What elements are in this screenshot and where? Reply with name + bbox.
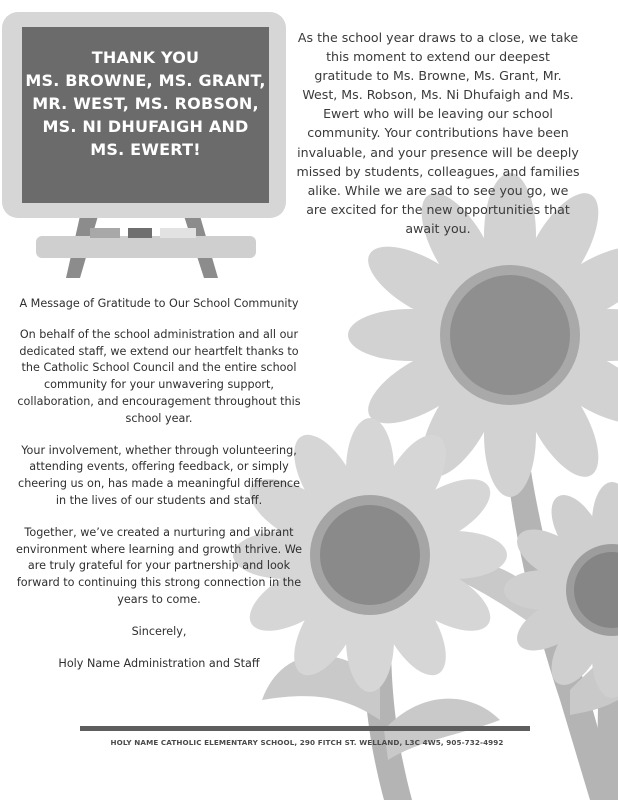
letter-heading: A Message of Gratitude to Our School Community bbox=[19, 297, 299, 310]
thank-you-line: THANK YOU bbox=[91, 48, 200, 67]
school-address: HOLY NAME CATHOLIC ELEMENTARY SCHOOL, 290 FITCH ST. WELLAND, L3C 4W5, 905-732-4992 bbox=[110, 738, 504, 747]
letter-paragraph: Together, we’ve created a nurturing and vibrant environment where learning and growth thrive. We are truly grateful for your partnership and look forward to continuing this strong connection in the years to come. bbox=[15, 525, 303, 606]
footer-divider bbox=[80, 726, 530, 731]
thank-you-heading bbox=[22, 46, 269, 161]
thank-you-line: MS. NI DHUFAIGH AND bbox=[42, 117, 249, 136]
letter-signature: Holy Name Administration and Staff bbox=[58, 656, 260, 670]
letter-paragraph: On behalf of the school administration and all our dedicated staff, we extend our heartfelt thanks to the Catholic School Council and the entire school community for your unwavering support, collaboration, and encouragement throughout this school year. bbox=[17, 327, 301, 425]
thank-you-line: MS. BROWNE, MS. GRANT, bbox=[25, 71, 266, 90]
letter-paragraph: Your involvement, whether through volunteering, attending events, offering feedback, or simply cheering us on, has made a meaningful difference in the lives of our students and staff. bbox=[18, 443, 300, 507]
thank-you-line: MS. EWERT! bbox=[90, 140, 201, 159]
letter-closing: Sincerely, bbox=[131, 624, 187, 638]
thank-you-line: MR. WEST, MS. ROBSON, bbox=[32, 94, 259, 113]
gratitude-letter bbox=[14, 296, 304, 687]
easel-icon bbox=[36, 216, 256, 278]
farewell-paragraph: As the school year draws to a close, we take this moment to extend our deepest gratitude to Ms. Browne, Ms. Grant, Mr. West, Ms. Robson, Ms. Ni Dhufaigh and Ms. Ewert who will be leaving our school community. Your contributions have been invaluable, and your presence will be deeply missed by students, colleagues, and families alike. While we are sad to see you go, we are excited for the new opportunities that await you. bbox=[296, 30, 580, 236]
